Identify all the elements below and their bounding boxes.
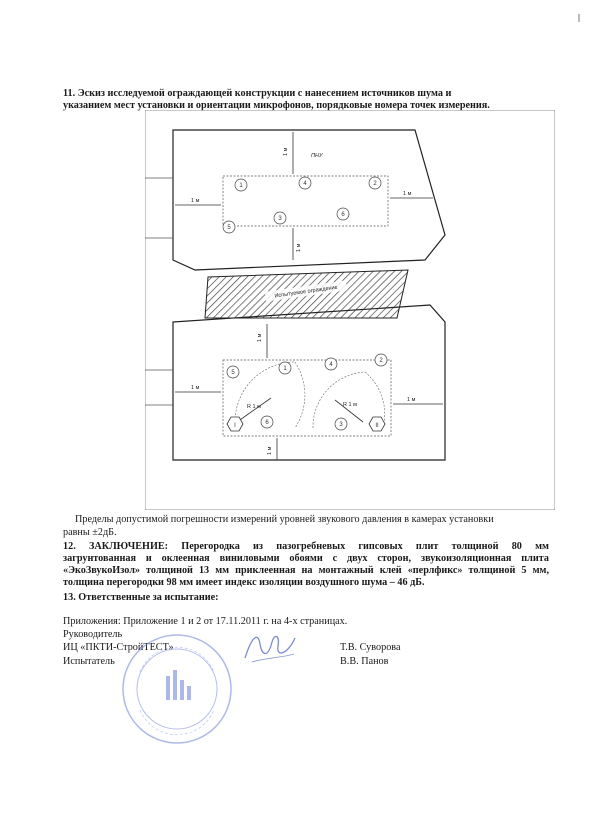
svg-text:4: 4 — [329, 362, 333, 368]
section-12-line-4: толщина перегородки 98 мм имеет индекс изоляции воздушного шума – 46 дБ. — [63, 577, 425, 588]
svg-text:1: 1 — [239, 183, 243, 189]
source-II — [369, 417, 385, 431]
source-I — [227, 417, 243, 431]
svg-text:I: I — [234, 423, 236, 429]
pnu-label: ПНУ — [311, 153, 323, 159]
lower-point-2 — [375, 354, 387, 366]
dim-lower-right-label: 1 м — [407, 397, 416, 403]
dim-upper-bottom-label: 1 м — [296, 243, 302, 252]
svg-text:5: 5 — [231, 370, 235, 376]
radius-right-label: R 1 м — [343, 402, 357, 408]
svg-text:6: 6 — [265, 420, 269, 426]
upper-point-5 — [223, 221, 235, 233]
section-11-line-1: 11. Эскиз исследуемой ограждающей конструкции с нанесением источников шума и — [63, 88, 452, 99]
tester-title: Испытатель — [63, 656, 115, 667]
head-title: Руководитель — [63, 629, 123, 640]
lower-chamber-outline — [173, 305, 445, 460]
lower-point-3 — [335, 418, 347, 430]
tester-name: В.В. Панов — [340, 656, 389, 667]
section-11-line-2: указанием мест установки и ориентации микрофонов, порядковые номера точек измерения. — [63, 100, 490, 111]
radius-left-label: R 1 м — [247, 404, 261, 410]
head-signature — [240, 628, 300, 668]
svg-text:3: 3 — [339, 422, 343, 428]
limits-line-1: Пределы допустимой погрешности измерений уровней звукового давления в камерах установки — [75, 514, 494, 525]
lower-point-5 — [227, 366, 239, 378]
svg-text:2: 2 — [373, 181, 377, 187]
upper-point-6 — [337, 208, 349, 220]
dim-upper-left-label: 1 м — [191, 198, 200, 204]
svg-text:4: 4 — [303, 181, 307, 187]
organization-stamp — [120, 632, 235, 747]
sketch-figure — [145, 110, 555, 510]
dim-lower-left-label: 1 м — [191, 385, 200, 391]
upper-point-2 — [369, 177, 381, 189]
svg-text:1: 1 — [283, 366, 287, 372]
specimen-label: Испытуемое ограждение — [274, 284, 339, 300]
svg-text:2: 2 — [379, 358, 383, 364]
svg-text:3: 3 — [278, 216, 282, 222]
section-12-line-1: 12. ЗАКЛЮЧЕНИЕ: Перегородка из пазогребневых гипсовых плит толщиной 80 мм — [63, 541, 549, 552]
svg-text:6: 6 — [341, 212, 345, 218]
section-12-line-3: «ЭкоЗвукоИзол» толщиной 13 мм приклеенная на монтажный клей «перлфикс» толщиной 5 мм, — [63, 565, 549, 576]
dim-lower-bottom-label: 1 м — [267, 446, 273, 455]
dim-upper-top-label: 1 м — [283, 147, 289, 156]
lower-point-1 — [279, 362, 291, 374]
section-12-line-2: загрунтованная и оклеенная виниловыми обоями с двух сторон, звукоизоляционная плита — [63, 553, 549, 564]
appendix-line: Приложения: Приложение 1 и 2 от 17.11.2011 г. на 4-х страницах. — [63, 616, 348, 627]
lower-measurement-zone — [223, 360, 391, 436]
svg-text:II: II — [375, 423, 379, 429]
upper-point-4 — [299, 177, 311, 189]
limits-line-2: равны ±2дБ. — [63, 527, 117, 538]
upper-point-1 — [235, 179, 247, 191]
head-name: Т.В. Суворова — [340, 642, 401, 653]
lower-point-4 — [325, 358, 337, 370]
dim-lower-top-label: 1 м — [257, 333, 263, 342]
dim-upper-right-label: 1 м — [403, 191, 412, 197]
upper-point-3 — [274, 212, 286, 224]
upper-chamber-outline — [173, 130, 445, 270]
section-13-title: 13. Ответственные за испытание: — [63, 592, 219, 603]
page-edge-mark — [578, 14, 580, 22]
lower-point-6 — [261, 416, 273, 428]
organization-name: ИЦ «ПКТИ-СтройТЕСТ» — [63, 642, 174, 653]
svg-text:5: 5 — [227, 225, 231, 231]
